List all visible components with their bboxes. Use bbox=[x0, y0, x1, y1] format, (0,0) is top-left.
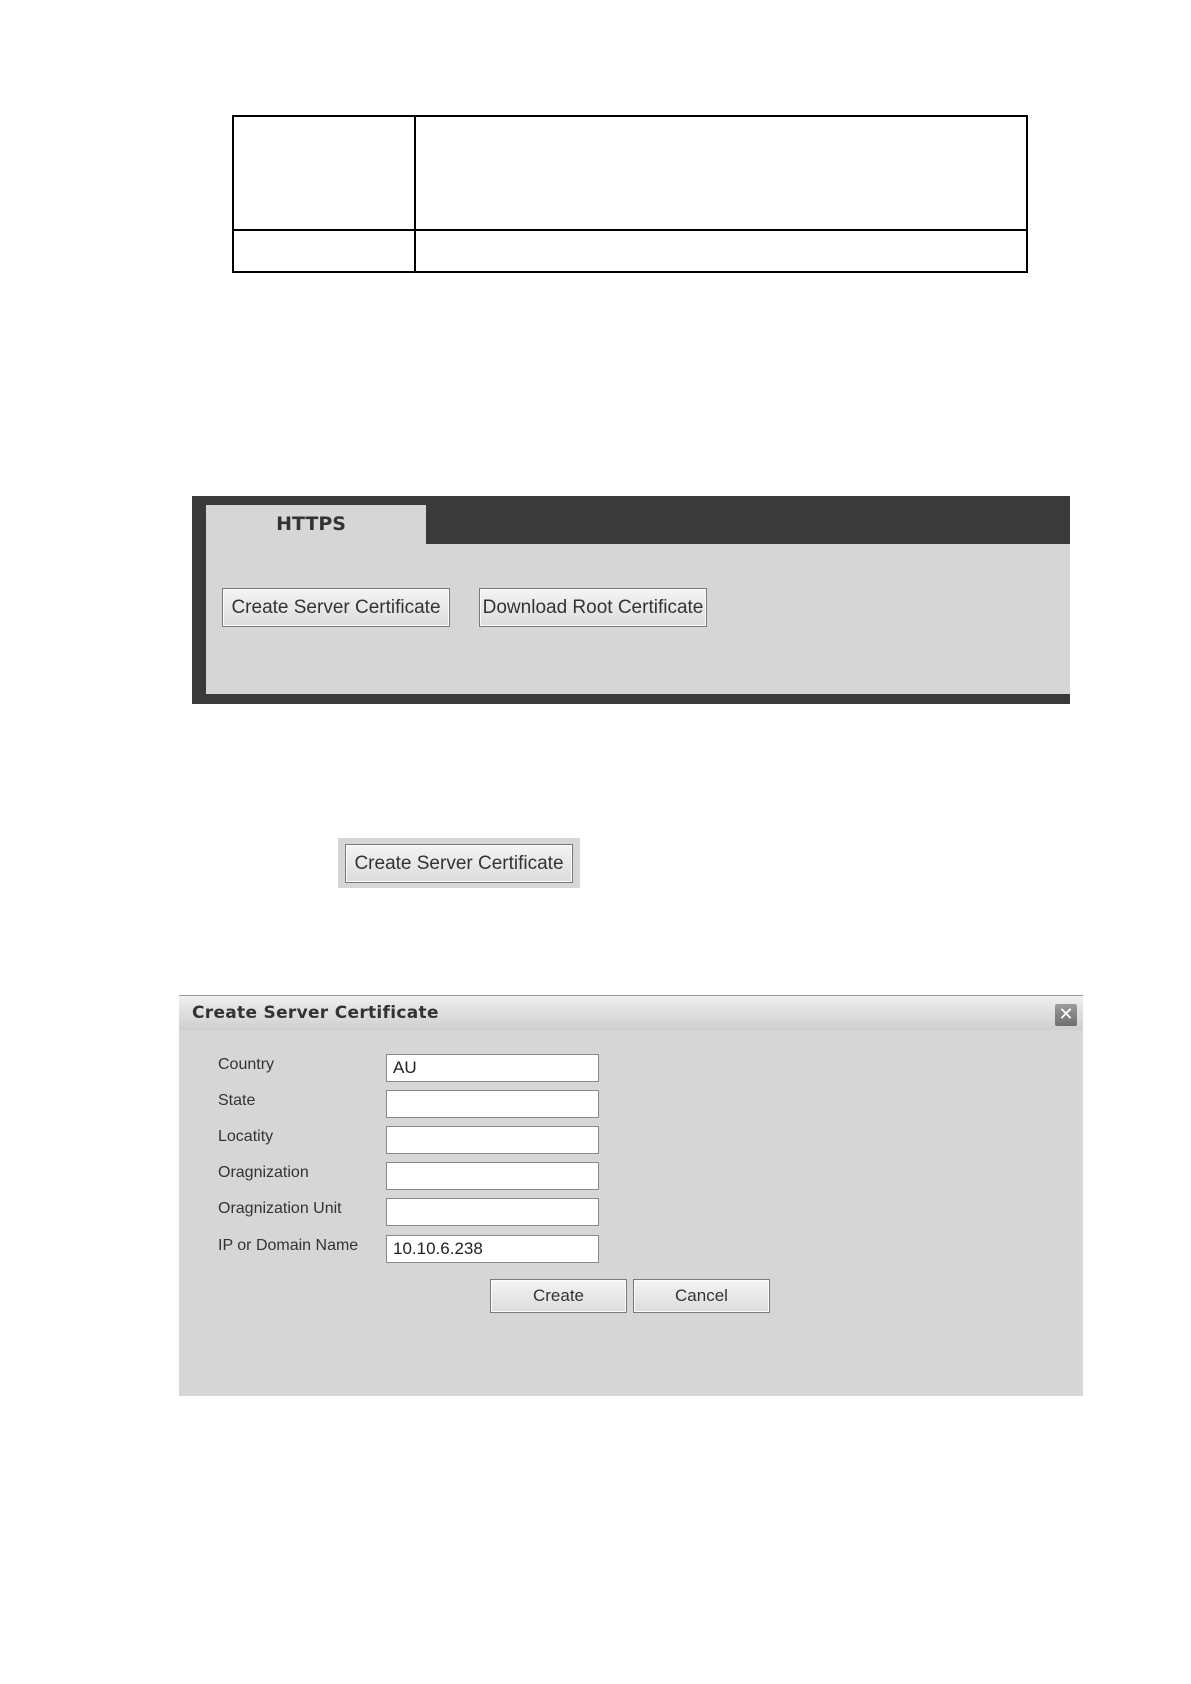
country-input[interactable] bbox=[386, 1054, 599, 1082]
dialog-title: Create Server Certificate bbox=[192, 1003, 439, 1023]
table-cell bbox=[415, 230, 1027, 272]
create-server-certificate-button[interactable]: Create Server Certificate bbox=[345, 844, 573, 883]
country-label: Country bbox=[218, 1056, 275, 1073]
field-row-ip-domain bbox=[179, 1235, 1083, 1265]
table-cell bbox=[233, 116, 415, 230]
field-row-organization bbox=[179, 1162, 1083, 1192]
create-button[interactable]: Create bbox=[490, 1279, 627, 1313]
dialog-titlebar bbox=[179, 995, 1083, 1030]
state-label: State bbox=[218, 1092, 256, 1109]
table-cell bbox=[233, 230, 415, 272]
table-row bbox=[233, 230, 1027, 272]
create-server-certificate-button[interactable]: Create Server Certificate bbox=[222, 588, 450, 627]
create-server-certificate-dialog bbox=[179, 995, 1083, 1396]
state-input[interactable] bbox=[386, 1090, 599, 1118]
field-row-organization-unit bbox=[179, 1198, 1083, 1228]
field-row-locality bbox=[179, 1126, 1083, 1156]
organization-label: Oragnization bbox=[218, 1164, 309, 1181]
button-crop bbox=[338, 838, 580, 888]
download-root-certificate-button[interactable]: Download Root Certificate bbox=[479, 588, 707, 627]
table-row bbox=[233, 116, 1027, 230]
field-row-state bbox=[179, 1090, 1083, 1120]
close-icon[interactable]: ✕ bbox=[1055, 1004, 1077, 1026]
locality-input[interactable] bbox=[386, 1126, 599, 1154]
doc-table bbox=[232, 115, 1028, 273]
ip-domain-label: IP or Domain Name bbox=[218, 1237, 359, 1254]
cancel-button[interactable]: Cancel bbox=[633, 1279, 770, 1313]
ip-domain-input[interactable] bbox=[386, 1235, 599, 1263]
tab-https[interactable]: HTTPS bbox=[206, 505, 426, 545]
organization-unit-input[interactable] bbox=[386, 1198, 599, 1226]
organization-unit-label: Oragnization Unit bbox=[218, 1200, 342, 1217]
locality-label: Locatity bbox=[218, 1128, 274, 1145]
field-row-country bbox=[179, 1054, 1083, 1084]
organization-input[interactable] bbox=[386, 1162, 599, 1190]
table-cell bbox=[415, 116, 1027, 230]
